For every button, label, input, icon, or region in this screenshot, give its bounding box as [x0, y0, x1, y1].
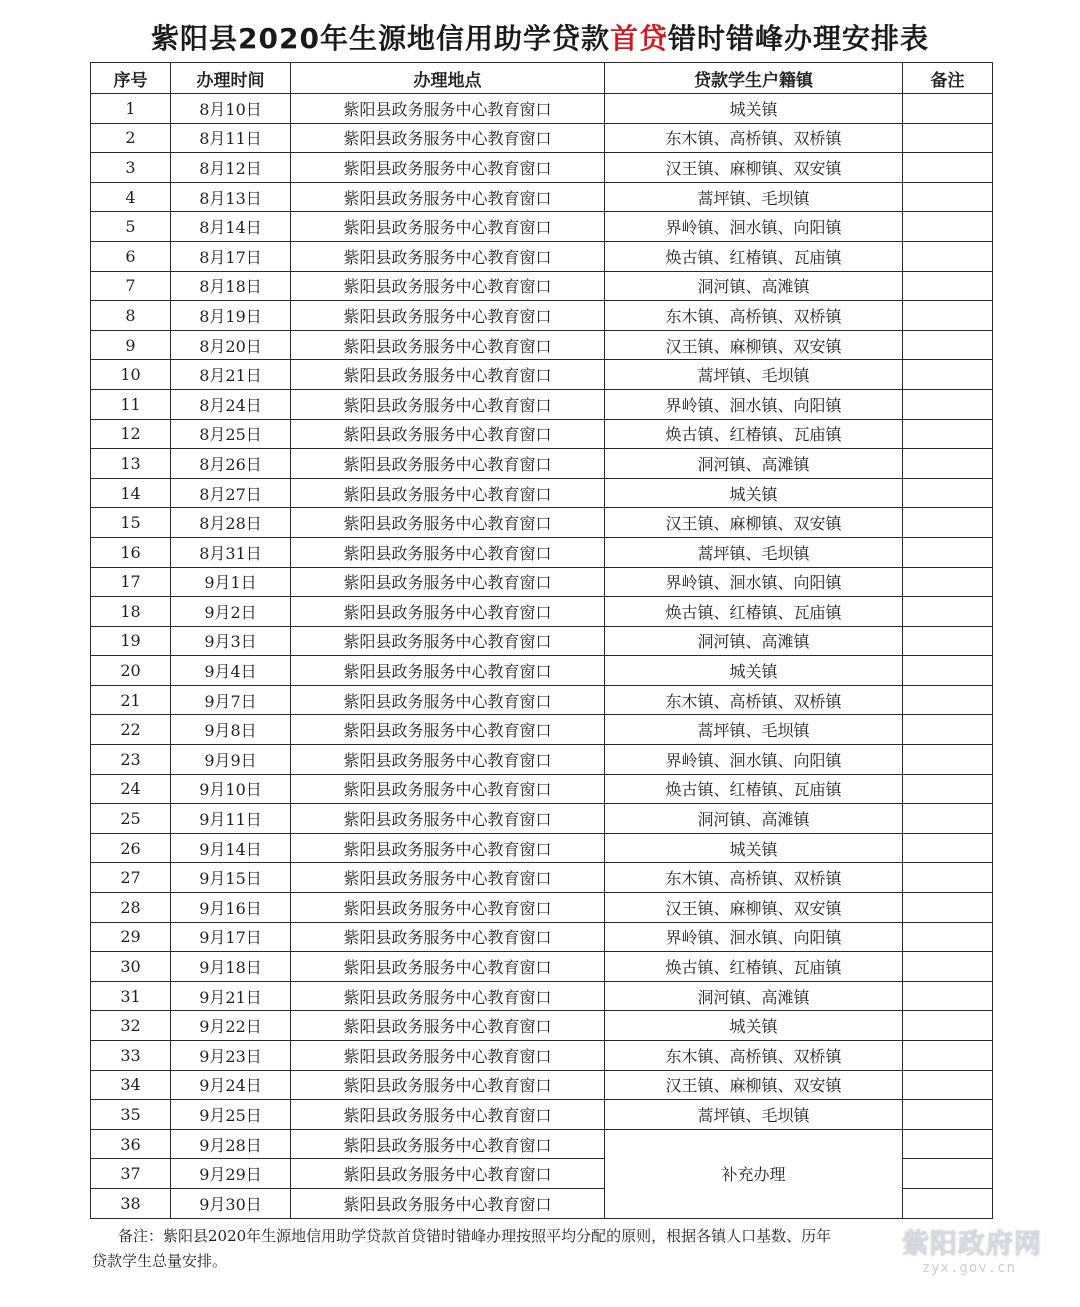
- cell-place: 紫阳县政务服务中心教育窗口: [291, 153, 605, 183]
- cell-towns: 城关镇: [605, 1011, 903, 1041]
- cell-note: [903, 1070, 993, 1100]
- table-row: [91, 804, 993, 834]
- cell-place: 紫阳县政务服务中心教育窗口: [291, 715, 605, 745]
- cell-towns: 东木镇、高桥镇、双桥镇: [605, 863, 903, 893]
- cell-date: 9月1日: [171, 567, 291, 597]
- cell-place: 紫阳县政务服务中心教育窗口: [291, 1100, 605, 1130]
- table-row: [91, 922, 993, 952]
- cell-note: [903, 330, 993, 360]
- table-row: [91, 123, 993, 153]
- cell-towns: 汉王镇、麻柳镇、双安镇: [605, 893, 903, 923]
- cell-date: 9月4日: [171, 656, 291, 686]
- table-row: [91, 774, 993, 804]
- cell-index: 23: [91, 745, 171, 775]
- cell-towns: 洞河镇、高滩镇: [605, 449, 903, 479]
- cell-note: [903, 981, 993, 1011]
- table-row: [91, 212, 993, 242]
- cell-date: 8月13日: [171, 182, 291, 212]
- cell-index: 38: [91, 1188, 171, 1218]
- table-row: [91, 1100, 993, 1130]
- cell-index: 18: [91, 597, 171, 627]
- table-row: [91, 745, 993, 775]
- cell-date: 9月7日: [171, 685, 291, 715]
- cell-note: [903, 952, 993, 982]
- cell-date: 9月29日: [171, 1159, 291, 1189]
- table-row: [91, 1070, 993, 1100]
- cell-index: 10: [91, 360, 171, 390]
- cell-note: [903, 567, 993, 597]
- cell-index: 32: [91, 1011, 171, 1041]
- cell-date: 8月24日: [171, 389, 291, 419]
- cell-note: [903, 685, 993, 715]
- cell-place: 紫阳县政务服务中心教育窗口: [291, 981, 605, 1011]
- cell-towns: 蒿坪镇、毛坝镇: [605, 1100, 903, 1130]
- cell-towns: 界岭镇、洄水镇、向阳镇: [605, 389, 903, 419]
- cell-towns: 汉王镇、麻柳镇、双安镇: [605, 153, 903, 183]
- cell-date: 8月17日: [171, 241, 291, 271]
- cell-date: 8月26日: [171, 449, 291, 479]
- table-row: [91, 301, 993, 331]
- cell-note: [903, 123, 993, 153]
- cell-date: 8月25日: [171, 419, 291, 449]
- cell-note: [903, 1159, 993, 1189]
- cell-date: 8月31日: [171, 537, 291, 567]
- cell-index: 20: [91, 656, 171, 686]
- cell-place: 紫阳县政务服务中心教育窗口: [291, 1011, 605, 1041]
- table-row: [91, 241, 993, 271]
- cell-note: [903, 745, 993, 775]
- table-row: [91, 981, 993, 1011]
- cell-date: 9月16日: [171, 893, 291, 923]
- table-row: [91, 1129, 993, 1159]
- cell-place: 紫阳县政务服务中心教育窗口: [291, 893, 605, 923]
- cell-index: 17: [91, 567, 171, 597]
- table-row: [91, 656, 993, 686]
- cell-towns: 界岭镇、洄水镇、向阳镇: [605, 922, 903, 952]
- cell-place: 紫阳县政务服务中心教育窗口: [291, 922, 605, 952]
- table-row: [91, 508, 993, 538]
- cell-date: 8月18日: [171, 271, 291, 301]
- footnote: [92, 1224, 992, 1274]
- cell-index: 29: [91, 922, 171, 952]
- cell-note: [903, 389, 993, 419]
- cell-date: 8月12日: [171, 153, 291, 183]
- cell-towns: 焕古镇、红椿镇、瓦庙镇: [605, 774, 903, 804]
- footnote-line-2: 贷款学生总量安排。: [92, 1252, 228, 1270]
- cell-index: 21: [91, 685, 171, 715]
- cell-towns: 界岭镇、洄水镇、向阳镇: [605, 567, 903, 597]
- cell-towns: 城关镇: [605, 833, 903, 863]
- cell-index: 25: [91, 804, 171, 834]
- cell-note: [903, 1188, 993, 1218]
- header-note: 备注: [903, 63, 993, 94]
- cell-note: [903, 271, 993, 301]
- cell-note: [903, 597, 993, 627]
- cell-place: 紫阳县政务服务中心教育窗口: [291, 656, 605, 686]
- cell-towns: 洞河镇、高滩镇: [605, 981, 903, 1011]
- cell-date: 8月11日: [171, 123, 291, 153]
- cell-towns: 东木镇、高桥镇、双桥镇: [605, 301, 903, 331]
- cell-index: 31: [91, 981, 171, 1011]
- cell-index: 22: [91, 715, 171, 745]
- cell-place: 紫阳县政务服务中心教育窗口: [291, 833, 605, 863]
- cell-towns: 焕古镇、红椿镇、瓦庙镇: [605, 241, 903, 271]
- cell-index: 16: [91, 537, 171, 567]
- cell-note: [903, 715, 993, 745]
- cell-index: 30: [91, 952, 171, 982]
- cell-supplement: 补充办理: [605, 1129, 903, 1218]
- cell-towns: 东木镇、高桥镇、双桥镇: [605, 1041, 903, 1071]
- cell-note: [903, 863, 993, 893]
- table-row: [91, 597, 993, 627]
- cell-note: [903, 804, 993, 834]
- cell-note: [903, 893, 993, 923]
- table-row: [91, 952, 993, 982]
- cell-index: 7: [91, 271, 171, 301]
- cell-date: 8月20日: [171, 330, 291, 360]
- cell-index: 14: [91, 478, 171, 508]
- cell-place: 紫阳县政务服务中心教育窗口: [291, 597, 605, 627]
- cell-place: 紫阳县政务服务中心教育窗口: [291, 301, 605, 331]
- cell-towns: 洞河镇、高滩镇: [605, 271, 903, 301]
- cell-towns: 城关镇: [605, 94, 903, 124]
- cell-index: 1: [91, 94, 171, 124]
- cell-place: 紫阳县政务服务中心教育窗口: [291, 804, 605, 834]
- cell-place: 紫阳县政务服务中心教育窗口: [291, 745, 605, 775]
- cell-index: 27: [91, 863, 171, 893]
- cell-date: 8月14日: [171, 212, 291, 242]
- cell-index: 9: [91, 330, 171, 360]
- cell-note: [903, 1100, 993, 1130]
- cell-place: 紫阳县政务服务中心教育窗口: [291, 182, 605, 212]
- cell-note: [903, 656, 993, 686]
- cell-date: 9月2日: [171, 597, 291, 627]
- table-header-row: [91, 63, 993, 94]
- cell-place: 紫阳县政务服务中心教育窗口: [291, 478, 605, 508]
- watermark-name: 紫阳政府网: [902, 1229, 1042, 1260]
- header-time: 办理时间: [171, 63, 291, 94]
- cell-towns: 城关镇: [605, 656, 903, 686]
- cell-date: 9月28日: [171, 1129, 291, 1159]
- footnote-line-1: 备注：紫阳县2020年生源地信用助学贷款首贷错时错峰办理按照平均分配的原则，根据各镇人口基数、历年: [118, 1227, 832, 1245]
- cell-towns: 东木镇、高桥镇、双桥镇: [605, 123, 903, 153]
- cell-note: [903, 1129, 993, 1159]
- cell-date: 9月30日: [171, 1188, 291, 1218]
- cell-towns: 焕古镇、红椿镇、瓦庙镇: [605, 419, 903, 449]
- cell-place: 紫阳县政务服务中心教育窗口: [291, 1070, 605, 1100]
- cell-note: [903, 419, 993, 449]
- cell-date: 8月19日: [171, 301, 291, 331]
- table-row: [91, 715, 993, 745]
- cell-place: 紫阳县政务服务中心教育窗口: [291, 863, 605, 893]
- table-row: [91, 893, 993, 923]
- cell-note: [903, 182, 993, 212]
- cell-towns: 汉王镇、麻柳镇、双安镇: [605, 508, 903, 538]
- cell-towns: 界岭镇、洄水镇、向阳镇: [605, 212, 903, 242]
- cell-date: 9月24日: [171, 1070, 291, 1100]
- table-row: [91, 360, 993, 390]
- cell-place: 紫阳县政务服务中心教育窗口: [291, 685, 605, 715]
- table-row: [91, 153, 993, 183]
- cell-note: [903, 94, 993, 124]
- cell-towns: 蒿坪镇、毛坝镇: [605, 360, 903, 390]
- cell-date: 8月28日: [171, 508, 291, 538]
- cell-towns: 蒿坪镇、毛坝镇: [605, 537, 903, 567]
- table-row: [91, 685, 993, 715]
- table-row: [91, 419, 993, 449]
- cell-place: 紫阳县政务服务中心教育窗口: [291, 389, 605, 419]
- cell-note: [903, 241, 993, 271]
- cell-place: 紫阳县政务服务中心教育窗口: [291, 449, 605, 479]
- cell-date: 8月10日: [171, 94, 291, 124]
- cell-towns: 洞河镇、高滩镇: [605, 626, 903, 656]
- cell-index: 24: [91, 774, 171, 804]
- cell-index: 15: [91, 508, 171, 538]
- table-row: [91, 478, 993, 508]
- title-highlight: 首贷: [609, 22, 668, 55]
- cell-index: 37: [91, 1159, 171, 1189]
- table-row: [91, 1041, 993, 1071]
- cell-place: 紫阳县政务服务中心教育窗口: [291, 1188, 605, 1218]
- cell-date: 9月14日: [171, 833, 291, 863]
- cell-towns: 蒿坪镇、毛坝镇: [605, 182, 903, 212]
- cell-place: 紫阳县政务服务中心教育窗口: [291, 626, 605, 656]
- cell-place: 紫阳县政务服务中心教育窗口: [291, 537, 605, 567]
- cell-place: 紫阳县政务服务中心教育窗口: [291, 241, 605, 271]
- cell-index: 33: [91, 1041, 171, 1071]
- cell-place: 紫阳县政务服务中心教育窗口: [291, 567, 605, 597]
- cell-date: 8月27日: [171, 478, 291, 508]
- cell-note: [903, 360, 993, 390]
- cell-index: 26: [91, 833, 171, 863]
- cell-note: [903, 774, 993, 804]
- cell-date: 9月15日: [171, 863, 291, 893]
- cell-note: [903, 212, 993, 242]
- table-row: [91, 537, 993, 567]
- table-body: [91, 94, 993, 1219]
- cell-index: 11: [91, 389, 171, 419]
- cell-date: 9月18日: [171, 952, 291, 982]
- cell-place: 紫阳县政务服务中心教育窗口: [291, 123, 605, 153]
- cell-index: 4: [91, 182, 171, 212]
- cell-note: [903, 626, 993, 656]
- site-watermark: [892, 1222, 1072, 1302]
- table-row: [91, 626, 993, 656]
- cell-date: 8月21日: [171, 360, 291, 390]
- cell-towns: 汉王镇、麻柳镇、双安镇: [605, 1070, 903, 1100]
- cell-note: [903, 153, 993, 183]
- table-row: [91, 833, 993, 863]
- cell-place: 紫阳县政务服务中心教育窗口: [291, 271, 605, 301]
- cell-note: [903, 478, 993, 508]
- cell-index: 19: [91, 626, 171, 656]
- cell-index: 3: [91, 153, 171, 183]
- table-row: [91, 567, 993, 597]
- cell-date: 9月9日: [171, 745, 291, 775]
- cell-towns: 城关镇: [605, 478, 903, 508]
- table-row: [91, 182, 993, 212]
- cell-index: 36: [91, 1129, 171, 1159]
- watermark-url: zyx.gov.cn: [921, 1260, 1016, 1276]
- header-index: 序号: [91, 63, 171, 94]
- document-title: [0, 16, 1080, 62]
- cell-index: 12: [91, 419, 171, 449]
- cell-index: 28: [91, 893, 171, 923]
- table-row: [91, 94, 993, 124]
- cell-place: 紫阳县政务服务中心教育窗口: [291, 774, 605, 804]
- header-place: 办理地点: [291, 63, 605, 94]
- cell-note: [903, 1011, 993, 1041]
- cell-date: 9月8日: [171, 715, 291, 745]
- cell-towns: 焕古镇、红椿镇、瓦庙镇: [605, 952, 903, 982]
- cell-towns: 汉王镇、麻柳镇、双安镇: [605, 330, 903, 360]
- table-row: [91, 271, 993, 301]
- header-towns: 贷款学生户籍镇: [605, 63, 903, 94]
- cell-note: [903, 922, 993, 952]
- cell-index: 5: [91, 212, 171, 242]
- table-row: [91, 449, 993, 479]
- cell-date: 9月10日: [171, 774, 291, 804]
- title-prefix: 紫阳县2020年生源地信用助学贷款: [151, 22, 610, 55]
- cell-place: 紫阳县政务服务中心教育窗口: [291, 1159, 605, 1189]
- cell-place: 紫阳县政务服务中心教育窗口: [291, 360, 605, 390]
- cell-note: [903, 537, 993, 567]
- cell-date: 9月11日: [171, 804, 291, 834]
- cell-index: 35: [91, 1100, 171, 1130]
- cell-place: 紫阳县政务服务中心教育窗口: [291, 94, 605, 124]
- table-row: [91, 863, 993, 893]
- cell-towns: 东木镇、高桥镇、双桥镇: [605, 685, 903, 715]
- cell-note: [903, 508, 993, 538]
- table-row: [91, 389, 993, 419]
- cell-note: [903, 1041, 993, 1071]
- cell-place: 紫阳县政务服务中心教育窗口: [291, 419, 605, 449]
- cell-note: [903, 833, 993, 863]
- cell-place: 紫阳县政务服务中心教育窗口: [291, 1129, 605, 1159]
- cell-index: 6: [91, 241, 171, 271]
- cell-date: 9月21日: [171, 981, 291, 1011]
- cell-date: 9月23日: [171, 1041, 291, 1071]
- cell-place: 紫阳县政务服务中心教育窗口: [291, 330, 605, 360]
- cell-date: 9月3日: [171, 626, 291, 656]
- cell-place: 紫阳县政务服务中心教育窗口: [291, 1041, 605, 1071]
- cell-date: 9月25日: [171, 1100, 291, 1130]
- cell-index: 2: [91, 123, 171, 153]
- cell-towns: 焕古镇、红椿镇、瓦庙镇: [605, 597, 903, 627]
- table-row: [91, 330, 993, 360]
- cell-note: [903, 449, 993, 479]
- table-row: [91, 1011, 993, 1041]
- cell-date: 9月17日: [171, 922, 291, 952]
- cell-towns: 界岭镇、洄水镇、向阳镇: [605, 745, 903, 775]
- title-suffix: 错时错峰办理安排表: [667, 22, 929, 55]
- schedule-table: [90, 62, 993, 1219]
- cell-towns: 蒿坪镇、毛坝镇: [605, 715, 903, 745]
- cell-index: 13: [91, 449, 171, 479]
- cell-date: 9月22日: [171, 1011, 291, 1041]
- cell-place: 紫阳县政务服务中心教育窗口: [291, 952, 605, 982]
- cell-index: 34: [91, 1070, 171, 1100]
- cell-place: 紫阳县政务服务中心教育窗口: [291, 212, 605, 242]
- cell-place: 紫阳县政务服务中心教育窗口: [291, 508, 605, 538]
- cell-index: 8: [91, 301, 171, 331]
- cell-note: [903, 301, 993, 331]
- cell-towns: 洞河镇、高滩镇: [605, 804, 903, 834]
